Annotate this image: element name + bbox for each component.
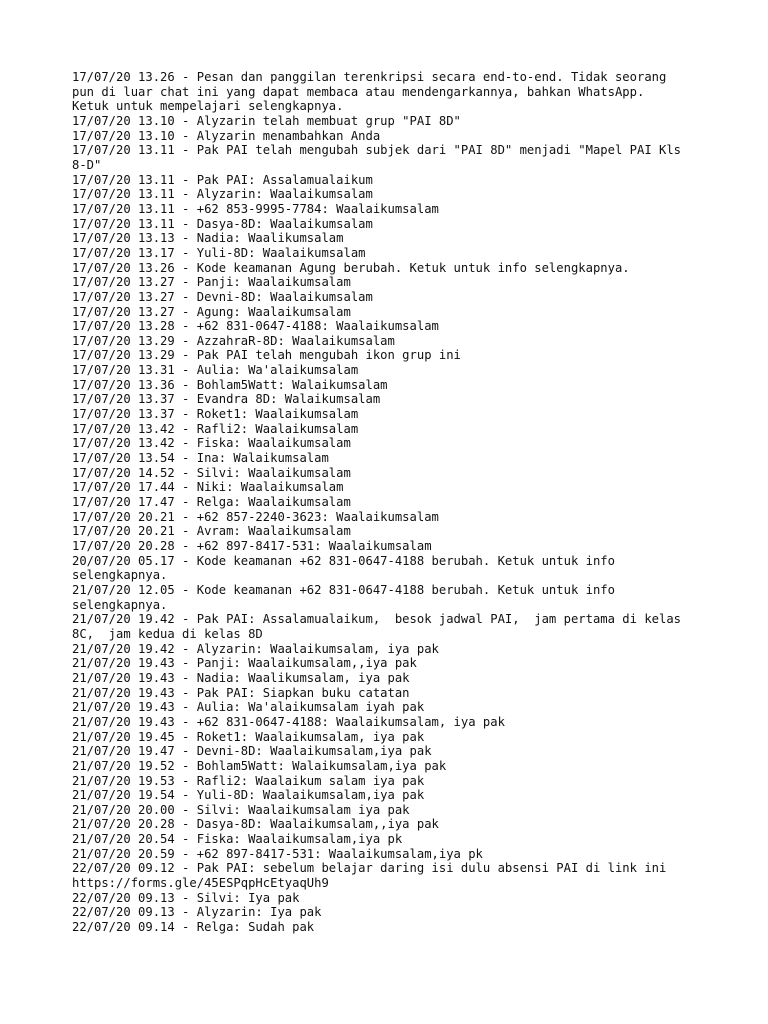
text-line: 17/07/20 17.47 - Relga: Waalaikumsalam	[72, 495, 351, 510]
text-line: 17/07/20 14.52 - Silvi: Waalaikumsalam	[72, 465, 351, 480]
text-line: selengkapnya.	[72, 597, 168, 612]
text-line: 17/07/20 13.11 - +62 853-9995-7784: Waalaikumsalam	[72, 201, 439, 216]
text-line: 21/07/20 19.42 - Alyzarin: Waalaikumsalam, iya pak	[72, 641, 439, 656]
text-line: 17/07/20 13.11 - Pak PAI: Assalamualaikum	[72, 172, 373, 187]
text-line: 21/07/20 19.42 - Pak PAI: Assalamualaikum, besok jadwal PAI, jam pertama di kelas	[72, 612, 682, 627]
text-line: 17/07/20 13.36 - Bohlam5Watt: Walaikumsalam	[72, 377, 388, 392]
text-line: 17/07/20 13.42 - Rafli2: Waalaikumsalam	[72, 421, 359, 436]
text-line: 17/07/20 17.44 - Niki: Waalaikumsalam	[72, 480, 344, 495]
text-line: 17/07/20 13.54 - Ina: Walaikumsalam	[72, 451, 329, 466]
text-line: 17/07/20 20.21 - Avram: Waalaikumsalam	[72, 524, 351, 539]
text-line: 17/07/20 13.26 - Pesan dan panggilan terenkripsi secara end-to-end. Tidak seorang	[72, 70, 667, 84]
text-line: 21/07/20 20.59 - +62 897-8417-531: Waalaikumsalam,iya pk	[72, 846, 483, 861]
text-line: 21/07/20 20.28 - Dasya-8D: Waalaikumsalam,,iya pak	[72, 817, 439, 832]
text-line: 17/07/20 13.17 - Yuli-8D: Waalaikumsalam	[72, 245, 366, 260]
text-line: pun di luar chat ini yang dapat membaca atau mendengarkannya, bahkan WhatsApp.	[72, 84, 645, 99]
text-line: 21/07/20 19.45 - Roket1: Waalaikumsalam, iya pak	[72, 729, 425, 744]
text-line: 22/07/20 09.14 - Relga: Sudah pak	[72, 920, 315, 935]
text-line: 17/07/20 13.11 - Dasya-8D: Waalaikumsalam	[72, 216, 373, 231]
text-line: 17/07/20 13.29 - AzzahraR-8D: Waalaikumsalam	[72, 333, 395, 348]
text-line: 17/07/20 13.27 - Panji: Waalaikumsalam	[72, 275, 351, 290]
text-line: 17/07/20 13.31 - Aulia: Wa'alaikumsalam	[72, 363, 359, 378]
text-line: 17/07/20 13.26 - Kode keamanan Agung berubah. Ketuk untuk info selengkapnya.	[72, 260, 630, 275]
text-line: selengkapnya.	[72, 568, 168, 583]
text-line: 17/07/20 13.27 - Devni-8D: Waalaikumsalam	[72, 289, 373, 304]
text-line: 21/07/20 20.54 - Fiska: Waalaikumsalam,iya pk	[72, 832, 403, 847]
text-line: 21/07/20 19.43 - Nadia: Waalikumsalam, iya pak	[72, 670, 410, 685]
text-line: 22/07/20 09.13 - Alyzarin: Iya pak	[72, 905, 322, 920]
text-line: 21/07/20 19.52 - Bohlam5Watt: Walaikumsalam,iya pak	[72, 758, 447, 773]
text-line: 17/07/20 20.21 - +62 857-2240-3623: Waalaikumsalam	[72, 509, 439, 524]
text-line: 17/07/20 13.10 - Alyzarin menambahkan Anda	[72, 128, 381, 143]
chat-export-page	[72, 70, 712, 935]
text-line: 21/07/20 19.43 - Pak PAI: Siapkan buku catatan	[72, 685, 410, 700]
text-line: 8-D"	[72, 157, 102, 172]
text-line: 22/07/20 09.13 - Silvi: Iya pak	[72, 890, 300, 905]
text-line: 21/07/20 19.54 - Yuli-8D: Waalaikumsalam,iya pak	[72, 788, 425, 803]
text-line: 21/07/20 19.43 - +62 831-0647-4188: Waalaikumsalam, iya pak	[72, 714, 505, 729]
text-line: 17/07/20 13.27 - Agung: Waalaikumsalam	[72, 304, 351, 319]
text-line: 21/07/20 12.05 - Kode keamanan +62 831-0647-4188 berubah. Ketuk untuk info	[72, 582, 615, 597]
text-line: 17/07/20 13.11 - Alyzarin: Waalaikumsalam	[72, 187, 373, 202]
text-line: 17/07/20 13.37 - Roket1: Waalaikumsalam	[72, 407, 359, 422]
text-line: 21/07/20 19.43 - Aulia: Wa'alaikumsalam iyah pak	[72, 700, 425, 715]
text-line: Ketuk untuk mempelajari selengkapnya.	[72, 99, 344, 114]
text-line: 17/07/20 20.28 - +62 897-8417-531: Waalaikumsalam	[72, 539, 432, 553]
text-line: 8C, jam kedua di kelas 8D	[72, 626, 263, 641]
text-line: https://forms.gle/45ESPqpHcEtyaqUh9	[72, 876, 329, 891]
text-line: 21/07/20 20.00 - Silvi: Waalaikumsalam iya pak	[72, 802, 410, 817]
text-line: 17/07/20 13.37 - Evandra 8D: Walaikumsalam	[72, 392, 381, 407]
text-line: 20/07/20 05.17 - Kode keamanan +62 831-0647-4188 berubah. Ketuk untuk info	[72, 553, 615, 568]
text-line: 17/07/20 13.42 - Fiska: Waalaikumsalam	[72, 436, 351, 451]
text-line: 22/07/20 09.12 - Pak PAI: sebelum belajar daring isi dulu absensi PAI di link ini	[72, 861, 667, 876]
text-line: 17/07/20 13.29 - Pak PAI telah mengubah ikon grup ini	[72, 348, 461, 363]
text-line: 21/07/20 19.53 - Rafli2: Waalaikum salam iya pak	[72, 773, 425, 788]
text-line: 17/07/20 13.13 - Nadia: Waalikumsalam	[72, 231, 344, 246]
text-line: 17/07/20 13.28 - +62 831-0647-4188: Waalaikumsalam	[72, 319, 439, 334]
text-line: 21/07/20 19.47 - Devni-8D: Waalaikumsalam,iya pak	[72, 744, 432, 759]
text-line: 17/07/20 13.11 - Pak PAI telah mengubah subjek dari "PAI 8D" menjadi "Mapel PAI Kls	[72, 143, 682, 158]
text-line: 21/07/20 19.43 - Panji: Waalaikumsalam,,iya pak	[72, 656, 417, 671]
text-line: 17/07/20 13.10 - Alyzarin telah membuat grup "PAI 8D"	[72, 113, 461, 128]
